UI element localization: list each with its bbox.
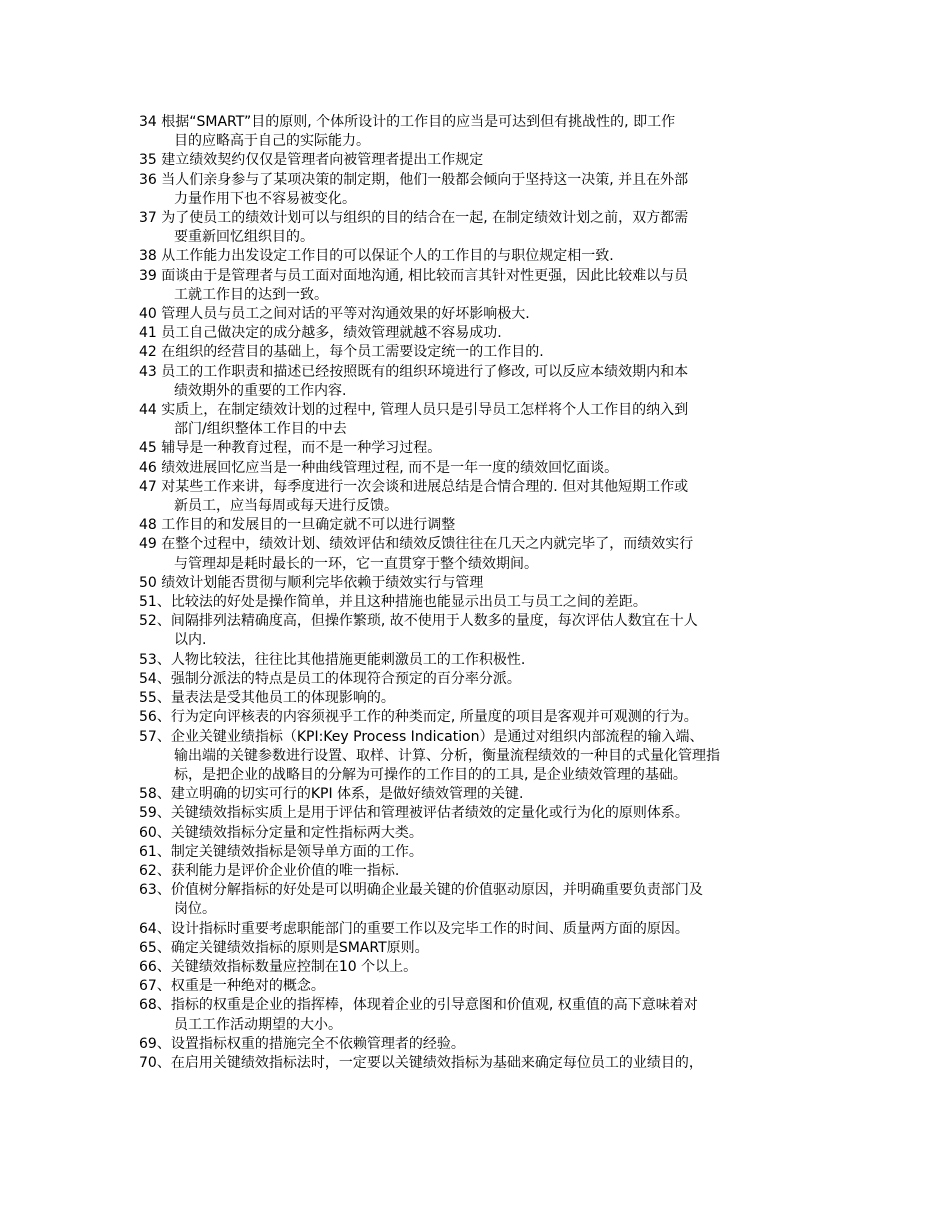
statement-first-line (139, 535, 829, 554)
statement-item (139, 247, 829, 266)
statement-number: 61、 (139, 843, 171, 860)
statement-text: 确定关键绩效指标的原则是SMART原则。 (170, 939, 429, 956)
statement-item (139, 977, 829, 996)
statement-item (139, 612, 829, 650)
statement-item (139, 401, 829, 439)
statement-number: 36 (139, 171, 162, 188)
statement-item (139, 267, 829, 305)
statement-number: 60、 (139, 824, 171, 841)
statement-number: 53、 (139, 651, 171, 668)
statement-continuation: 员工工作活动期望的大小。 (174, 1016, 342, 1033)
statement-first-line (139, 267, 829, 286)
statement-first-line (139, 785, 829, 804)
statement-first-line (139, 939, 829, 958)
statement-text: 管理人员与员工之间对话的平等对沟通效果的好坏影响极大. (161, 306, 530, 323)
statement-number: 37 (139, 210, 162, 227)
statement-first-line (139, 1035, 829, 1054)
statement-number: 64、 (139, 920, 171, 937)
statement-item (139, 439, 829, 458)
statement-first-line (139, 401, 829, 420)
statement-text: 辅导是一种教育过程，而不是一种学习过程。 (161, 440, 442, 457)
statement-text: 指标的权重是企业的指挥棒，体现着企业的引导意图和价值观, 权重值的高下意味着对 (170, 997, 698, 1014)
statement-text: 设计指标时重要考虑职能部门的重要工作以及完毕工作的时间、质量两方面的原因。 (170, 920, 689, 937)
statement-number: 69、 (139, 1035, 171, 1052)
statement-text: 量表法是受其他员工的体现影响的。 (170, 690, 395, 707)
statement-first-line (139, 996, 829, 1015)
statement-continuation: 以内. (174, 632, 207, 649)
statement-text: 为了使员工的绩效计划可以与组织的目的结合在一起, 在制定绩效计划之前，双方都需 (161, 210, 689, 227)
statement-item (139, 939, 829, 958)
statement-first-line (139, 209, 829, 228)
statement-item (139, 305, 829, 324)
statement-continuation: 标，是把企业的战略目的分解为可操作的工作目的的工具, 是企业绩效管理的基础。 (174, 766, 687, 783)
statement-item (139, 689, 829, 708)
statement-number: 66、 (139, 958, 171, 975)
statement-text: 实质上，在制定绩效计划的过程中, 管理人员只是引导员工怎样将个人工作目的纳入到 (161, 402, 689, 419)
statement-number: 38 (139, 248, 162, 265)
statement-text: 关键绩效指标实质上是用于评估和管理被评估者绩效的定量化或行为化的原则体系。 (170, 805, 689, 822)
statement-text: 在启用关键绩效指标法时，一定要以关键绩效指标为基础来确定每位员工的业绩目的， (170, 1054, 703, 1071)
statement-number: 41 (139, 325, 162, 342)
statement-first-line (139, 171, 829, 190)
statement-text: 行为定向评核表的内容须视乎工作的种类而定, 所量度的项目是客观并可观测的行为。 (170, 709, 698, 726)
statement-item (139, 459, 829, 478)
statement-item (139, 785, 829, 804)
statement-item (139, 593, 829, 612)
statement-first-line (139, 113, 829, 132)
statement-first-line (139, 324, 829, 343)
statement-text: 工作目的和发展目的一旦确定就不可以进行调整 (161, 517, 456, 534)
statement-text: 从工作能力出发设定工作目的可以保证个人的工作目的与职位规定相一致. (161, 248, 614, 265)
statement-number: 42 (139, 344, 162, 361)
statement-text: 设置指标权重的措施完全不依赖管理者的经验。 (170, 1035, 465, 1052)
statement-first-line (139, 247, 829, 266)
statement-item (139, 363, 829, 401)
statement-first-line (139, 478, 829, 497)
statement-number: 63、 (139, 882, 171, 899)
statement-text: 价值树分解指标的好处是可以明确企业最关键的价值驱动原因，并明确重要负责部门及 (170, 882, 703, 899)
statement-number: 62、 (139, 862, 171, 879)
statement-number: 46 (139, 459, 162, 476)
statement-text: 建立绩效契约仅仅是管理者向被管理者提出工作规定 (161, 152, 484, 169)
statement-continuation: 岗位。 (174, 901, 216, 918)
statement-item (139, 343, 829, 362)
statement-number: 45 (139, 440, 162, 457)
statement-continuation: 力量作用下也不容易被变化。 (174, 190, 356, 207)
statement-continuation: 新员工，应当每周或每天进行反馈。 (174, 498, 398, 515)
statement-first-line (139, 439, 829, 458)
statement-item (139, 708, 829, 727)
statement-text: 根据“SMART”目的原则, 个体所设计的工作目的应当是可达到但有挑战性的, 即工作 (161, 114, 676, 130)
statement-first-line (139, 670, 829, 689)
statement-first-line (139, 612, 829, 631)
statement-item (139, 651, 829, 670)
statement-first-line (139, 343, 829, 362)
statement-item (139, 728, 829, 786)
statement-text: 企业关键业绩指标（KPI:Key Process Indication）是通过对组织内部流程的输入端、 (170, 728, 704, 745)
statement-first-line (139, 728, 829, 747)
statement-first-line (139, 305, 829, 324)
statement-continuation: 目的应略高于自己的实际能力。 (174, 133, 370, 150)
statement-text: 对某些工作来讲，每季度进行一次会谈和进展总结是合情合理的. 但对其他短期工作或 (161, 478, 689, 495)
statement-text: 间隔排列法精确度高，但操作繁琐, 故不使用于人数多的量度，每次评估人数宜在十人 (170, 613, 698, 630)
statement-first-line (139, 920, 829, 939)
statement-text: 在整个过程中，绩效计划、绩效评估和绩效反馈往往在几天之内就完毕了，而绩效实行 (161, 536, 694, 553)
statement-text: 强制分派法的特点是员工的体现符合预定的百分率分派。 (170, 670, 521, 687)
statement-number: 48 (139, 517, 162, 534)
statement-first-line (139, 708, 829, 727)
statement-continuation: 绩效期外的重要的工作内容. (174, 382, 347, 399)
statement-number: 35 (139, 152, 162, 169)
statement-number: 39 (139, 267, 162, 284)
statement-number: 57、 (139, 728, 171, 745)
statement-number: 40 (139, 306, 162, 323)
statement-item (139, 881, 829, 919)
statement-text: 员工自己做决定的成分越多，绩效管理就越不容易成功. (161, 325, 502, 342)
statement-item (139, 324, 829, 343)
statement-first-line (139, 958, 829, 977)
statement-text: 建立明确的切实可行的KPI 体系，是做好绩效管理的关键. (170, 786, 524, 803)
statement-text: 关键绩效指标分定量和定性指标两大类。 (170, 824, 423, 841)
statement-continuation: 部门/组织整体工作目的中去 (174, 421, 347, 438)
statement-number: 70、 (139, 1054, 171, 1071)
statement-item (139, 958, 829, 977)
statement-text: 绩效进展回忆应当是一种曲线管理过程, 而不是一年一度的绩效回忆面谈。 (161, 459, 619, 476)
statement-item (139, 1035, 829, 1054)
statement-item (139, 920, 829, 939)
statement-first-line (139, 516, 829, 535)
statement-number: 58、 (139, 786, 171, 803)
statement-number: 51、 (139, 594, 171, 611)
statement-number: 34 (139, 114, 162, 130)
statement-number: 47 (139, 478, 162, 495)
statement-number: 68、 (139, 997, 171, 1014)
statement-number: 59、 (139, 805, 171, 822)
statement-item (139, 151, 829, 170)
statement-number: 43 (139, 363, 162, 380)
statement-item (139, 516, 829, 535)
statement-first-line (139, 689, 829, 708)
statement-first-line (139, 151, 829, 170)
statement-item (139, 804, 829, 823)
statement-item (139, 862, 829, 881)
statement-number: 44 (139, 402, 162, 419)
statement-text: 获利能力是评价企业价值的唯一指标. (170, 862, 400, 879)
statement-item (139, 670, 829, 689)
statement-item (139, 171, 829, 209)
statement-text: 在组织的经营目的基础上，每个员工需要设定统一的工作目的. (161, 344, 544, 361)
statement-continuation: 输出端的关键参数进行设置、取样、计算、分析，衡量流程绩效的一种目的式量化管理指 (174, 747, 720, 764)
statement-number: 67、 (139, 978, 171, 995)
statement-text: 人物比较法，往往比其他措施更能刺激员工的工作积极性. (170, 651, 526, 668)
statement-item (139, 574, 829, 593)
document-page (139, 113, 829, 1073)
statement-item (139, 1054, 829, 1073)
statement-continuation: 工就工作目的达到一致。 (174, 286, 328, 303)
statement-item (139, 824, 829, 843)
statement-number: 54、 (139, 670, 171, 687)
statement-text: 关键绩效指标数量应控制在10 个以上。 (170, 958, 418, 975)
statement-number: 50 (139, 574, 162, 591)
statement-first-line (139, 804, 829, 823)
statement-number: 56、 (139, 709, 171, 726)
statement-text: 员工的工作职责和描述已经按照既有的组织环境进行了修改, 可以反应本绩效期内和本 (161, 363, 689, 380)
statement-item (139, 535, 829, 573)
statement-first-line (139, 862, 829, 881)
statement-text: 面谈由于是管理者与员工面对面地沟通, 相比较而言其针对性更强，因此比较难以与员 (161, 267, 689, 284)
statement-first-line (139, 574, 829, 593)
statement-first-line (139, 363, 829, 382)
statement-first-line (139, 977, 829, 996)
statement-text: 当人们亲身参与了某项决策的制定期，他们一般都会倾向于坚持这一决策, 并且在外部 (161, 171, 689, 188)
statement-number: 65、 (139, 939, 171, 956)
statement-item (139, 843, 829, 862)
statement-text: 比较法的好处是操作简单，并且这种措施也能显示出员工与员工之间的差距。 (170, 594, 647, 611)
statement-number: 55、 (139, 690, 171, 707)
statement-item (139, 113, 829, 151)
statement-text: 权重是一种绝对的概念。 (170, 978, 325, 995)
statement-first-line (139, 843, 829, 862)
statement-text: 制定关键绩效指标是领导单方面的工作。 (170, 843, 423, 860)
statement-number: 52、 (139, 613, 171, 630)
statement-first-line (139, 593, 829, 612)
statement-first-line (139, 881, 829, 900)
statement-first-line (139, 459, 829, 478)
statement-text: 绩效计划能否贯彻与顺利完毕依赖于绩效实行与管理 (161, 574, 484, 591)
statement-item (139, 209, 829, 247)
statement-item (139, 478, 829, 516)
statement-item (139, 996, 829, 1034)
statement-first-line (139, 824, 829, 843)
statement-continuation: 要重新回忆组织目的。 (174, 229, 314, 246)
statement-number: 49 (139, 536, 162, 553)
statement-continuation: 与管理却是耗时最长的一环，它一直贯穿于整个绩效期间。 (174, 555, 538, 572)
statement-first-line (139, 651, 829, 670)
statement-first-line (139, 1054, 829, 1073)
